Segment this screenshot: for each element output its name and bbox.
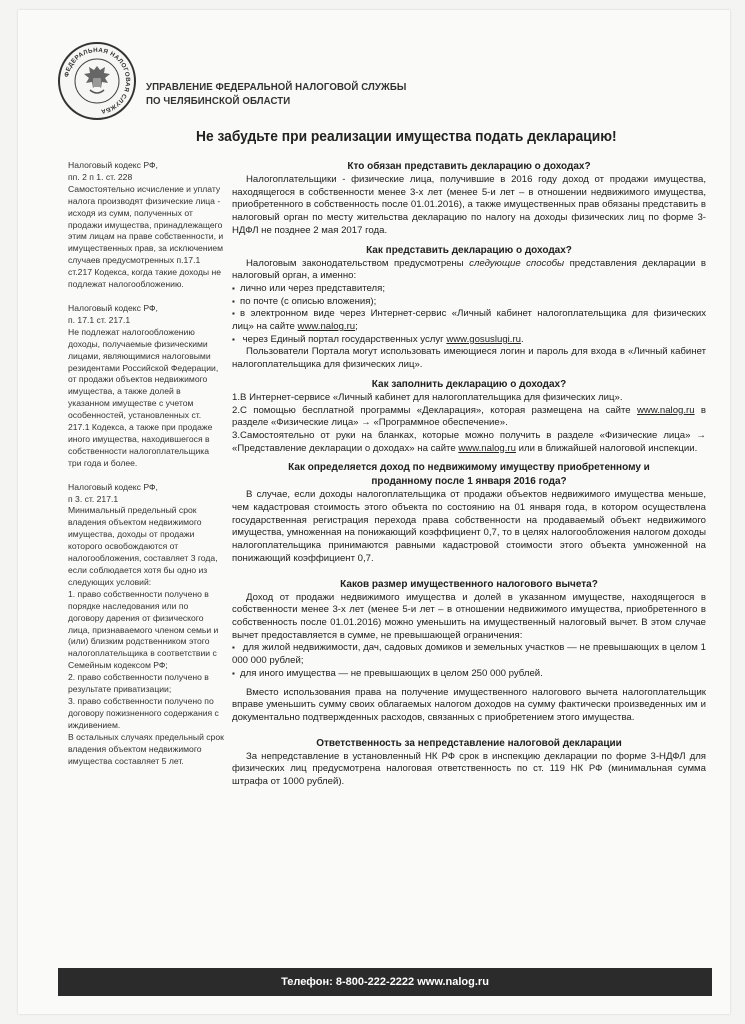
section-text: Доход от продажи недвижимого имущества и долей в указанном имуществе, находящегося в собственности менее 3-х лет (менее 5-и лет – в отношении недвижимого имущества, приобретенного в собственность после 01.01.2016) можно уменьшить на имущественный налоговый вычет. В этом случае вычет предоставляется в сумме, не превышающей ограничения: [232, 591, 706, 641]
section-who-must-file [232, 160, 706, 238]
text-part: через Единый портал государственных услуг [240, 333, 447, 345]
section-text: За непредставление в установленный НК РФ срок в инспекцию декларации по форме 3-НДФЛ для физических лиц предусмотрена налоговая ответственность по ст. 119 НК РФ (минимальная сумма штрафа от 1000 рублей). [232, 750, 706, 788]
list-item [232, 308, 706, 333]
text-part: в разделе «Физические лица» → «Программное обеспечение». [232, 404, 707, 429]
note-list-item: 3. право собственности получено по договору пожизненного содержания с иждивением. [68, 695, 219, 730]
text-part: представления декларации в налоговый орган, а именно: [232, 257, 707, 282]
org-name-line1: УПРАВЛЕНИЕ ФЕДЕРАЛЬНОЙ НАЛОГОВОЙ СЛУЖБЫ [146, 81, 407, 93]
section-heading: Каков размер имущественного налогового вычета? [340, 578, 598, 590]
note-list-item: 2. право собственности получено в результате приватизации; [68, 672, 209, 695]
section-heading: Кто обязан представить декларацию о доходах? [347, 161, 591, 172]
text-emphasis: следующие способы [469, 257, 565, 269]
text-part: Налоговым законодательством предусмотрены [246, 257, 470, 269]
list-item: ▪ для жилой недвижимости, дач, садовых домиков и земельных участков — не превышающих в целом 1 000 000 рублей; [232, 642, 706, 667]
note-text: В остальных случаях предельный срок владения объектом недвижимого имущества составляет 5 лет. [68, 731, 224, 766]
text-part: или в ближайшей налоговой инспекции. [515, 442, 698, 454]
note-reference: п 3. ст. 217.1 [68, 493, 119, 504]
note-reference: Налоговый кодекс РФ, [68, 481, 158, 492]
page-title: Не забудьте при реализации имущества подать декларацию! [196, 128, 617, 145]
emblem-ring-text: ФЕДЕРАЛЬНАЯ НАЛОГОВАЯ СЛУЖБА [63, 46, 132, 115]
list-item: ▪ лично или через представителя; [232, 283, 706, 296]
header [58, 42, 698, 122]
sidebar-note-2 [68, 303, 224, 470]
list-item [232, 334, 706, 347]
text-part: 2.С помощью бесплатной программы «Декларация», которая размещена на сайте [232, 404, 637, 416]
section-how-to-fill [232, 378, 706, 456]
gosuslugi-link[interactable]: www.gosuslugi.ru [446, 333, 521, 345]
note-text: Самостоятельно исчисление и уплату налога производят физические лица - исходя из сумм, полученных от продажи имущества, принадлежащего этим лицам на праве собственности, и имущественных прав, за исключением случаев предусмотренных п.17.1 ст.217 Кодекса, когда такие доходы не подлежат налогообложению. [68, 183, 224, 290]
section-text: В случае, если доходы налогоплательщика от продажи объектов недвижимого имущества меньше, чем кадастровая стоимость этого объекта по состоянию на 01 января года, в котором осуществлена государственная регистрация перехода права собственности на продаваемый объект недвижимого имущества, умноженная на понижающий коэффициент 0,7, то в целях налогообложения налогом доходы налогоплательщика принимаются равными кадастровой стоимости этого объекта умноженной на понижающий коэффициент 0,7. [232, 489, 706, 564]
section-text: Вместо использования права на получение имущественного налогового вычета налогоплательщик вправе уменьшить сумму своих облагаемых налогом доходов на сумму фактически произведенных им и документально подтвержденных расходов, связанных с приобретением этого имущества. [232, 686, 706, 723]
nalog-link[interactable]: www.nalog.ru [458, 442, 516, 454]
sidebar-note-1 [68, 160, 224, 291]
list-item: ▪ по почте (с описью вложения); [232, 296, 706, 309]
section-deduction-size [232, 578, 706, 725]
section-text: Пользователи Портала могут использовать имеющиеся логин и пароль для входа в «Личный кабинет налогоплательщика для физических лиц». [232, 346, 706, 371]
section-heading: Как определяется доход по недвижимому имуществу приобретенному и [288, 462, 650, 474]
text-part: 3.Самостоятельно от руки на бланках, которые можно получить в разделе «Физические лица» → «Представление декларации о доходах» на сайте [232, 429, 706, 454]
sidebar-notes [68, 160, 224, 779]
footer-contact-bar: Телефон: 8-800-222-2222 www.nalog.ru [58, 968, 712, 996]
list-item [232, 430, 706, 455]
text-part: в электронном виде через Интернет-сервис «Личный кабинет налогоплательщика для физических лиц» на сайте [232, 308, 706, 333]
section-heading: Как заполнить декларацию о доходах? [371, 378, 567, 390]
main-content [232, 160, 706, 795]
section-heading: Ответственность за непредставление налоговой декларации [316, 737, 622, 749]
section-text [232, 258, 706, 283]
list-item: 1.В Интернет-сервисе «Личный кабинет для налогоплательщика для физических лиц». [232, 391, 623, 403]
org-name-line2: ПО ЧЕЛЯБИНСКОЙ ОБЛАСТИ [146, 95, 291, 107]
note-text: Минимальный предельный срок владения объектом недвижимого имущества, доходы от продажи которого освобождаются от налогообложения, составляет 3 года, если соблюдается хотя бы одно из следующих условий: [68, 505, 218, 587]
note-reference: Налоговый кодекс РФ, [68, 160, 158, 170]
text-part: ; [355, 321, 358, 333]
section-text: Налогоплательщики - физические лица, получившие в 2016 году доход от продажи имущества, находящегося в собственности менее 3-х лет (менее 5-и лет – в отношении недвижимого имущества, приобретенного в собственность после 01.01.2016), а также имущественных прав обязаны представить в налоговый орган по месту жительства декларацию по налогу на доходы физических лиц по форме 3-НДФЛ не позднее 2 мая 2017 года. [232, 174, 706, 236]
section-how-to-submit [232, 244, 706, 372]
section-heading: Как представить декларацию о доходах? [366, 244, 572, 256]
note-text: Не подлежат налогообложению доходы, получаемые физическими лицами, являющимися налоговыми резидентами Российской Федерации, от продажи объектов недвижимого имущества, а также долей в указанном имуществе с учетом особенностей, установленных ст. 217.1 Кодекса, а также при продаже иного имущества, находившегося в собственности налогоплательщика три года и более. [68, 326, 219, 468]
list-item: ▪ для иного имущества — не превышающих в целом 250 000 рублей. [232, 668, 706, 681]
fns-emblem-icon [58, 42, 136, 120]
note-reference: Налоговый кодекс РФ, [68, 302, 158, 313]
note-reference: пп. 2 п 1. ст. 228 [68, 171, 133, 182]
list-item [232, 405, 706, 430]
note-reference: п. 17.1 ст. 217.1 [68, 314, 131, 325]
section-heading: проданному после 1 января 2016 года? [371, 476, 567, 488]
nalog-link[interactable]: www.nalog.ru [297, 321, 356, 333]
note-list-item: 1. право собственности получено в порядке наследования или по договору дарения от физического лица, признаваемого членом семьи и (или) близким родственником этого налогоплательщика в соответствии с Семейным кодексом РФ; [68, 588, 219, 671]
nalog-link[interactable]: www.nalog.ru [636, 404, 695, 416]
text-part: . [520, 333, 524, 345]
section-liability [232, 737, 706, 789]
sidebar-note-3 [68, 482, 224, 768]
org-name [146, 80, 406, 108]
section-income-determination [232, 461, 706, 565]
